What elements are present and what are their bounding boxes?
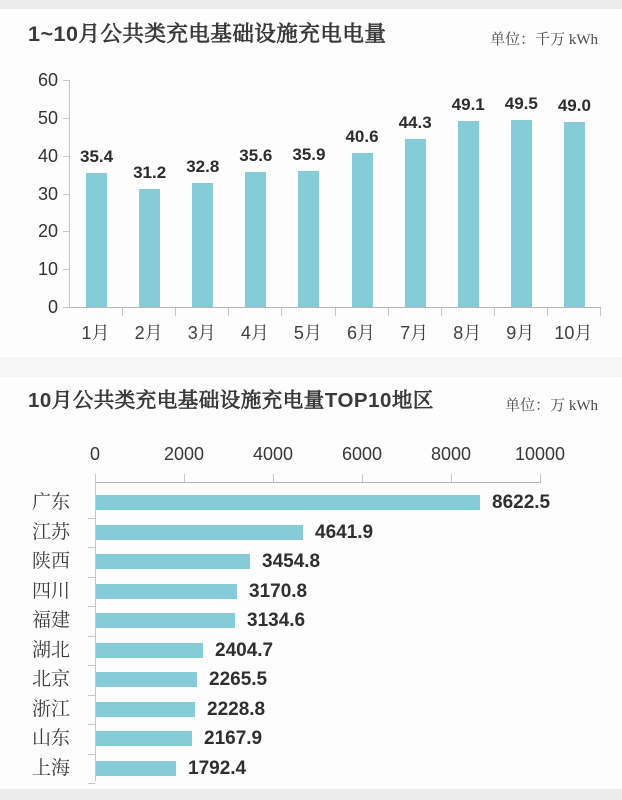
month-bar [511,120,532,307]
region-label: 陕西 [31,551,70,572]
region-row [0,606,622,636]
bar-column [442,95,495,307]
y-tick-label: 60 [37,70,58,90]
region-row [0,577,622,607]
top-edge-strip [0,0,622,9]
region-value-label: 2167.9 [204,728,263,749]
month-label: 2月 [134,323,163,343]
chart1-plot-area [69,80,601,308]
region-row [0,636,622,666]
x-tick-mark [441,308,442,316]
bar-column [282,145,335,307]
month-label: 10月 [554,323,593,343]
region-label: 江苏 [31,521,70,543]
month-bar [139,189,160,307]
region-label: 北京 [31,669,70,690]
region-value-label: 3170.8 [249,580,308,602]
bar-value-label: 49.5 [504,94,538,113]
region-bar [96,672,197,687]
y-tick-label: 50 [37,107,58,128]
bar-value-label: 49.1 [451,95,485,114]
x-tick-label: 4000 [252,444,294,464]
region-bar [96,731,192,746]
x-tick-mark [388,308,389,316]
chart2-bar-rows [0,488,622,783]
region-bar [96,761,176,776]
region-row [0,665,622,695]
region-row [0,488,622,518]
region-value-label: 2265.5 [209,669,268,690]
region-bar [96,702,195,717]
x-tick-mark [273,474,274,482]
month-label: 5月 [293,323,322,343]
bar-column [70,147,123,307]
bar-column [176,157,229,307]
x-tick-mark [540,474,541,482]
chart2-axis-line-horizontal [95,482,541,483]
region-bar [96,643,203,658]
region-row [0,518,622,548]
bar-value-label: 32.8 [186,157,220,176]
region-bar [96,613,235,628]
region-bar [96,584,237,599]
section-divider [0,357,622,377]
month-label: 6月 [347,323,376,343]
y-tick-label: 40 [37,145,58,166]
region-bar [96,495,480,510]
x-tick-mark [95,474,96,482]
month-label: 3月 [187,323,216,343]
month-bar [245,172,266,307]
month-bar [352,153,373,307]
month-label: 1月 [81,323,110,343]
bar-value-label: 35.9 [292,145,326,164]
x-tick-label: 2000 [163,444,205,464]
region-value-label: 1792.4 [188,757,247,779]
month-bar [564,122,585,307]
chart1-title: 1~10月公共类充电基础设施充电电量 [28,22,387,46]
region-bar [96,525,303,540]
x-tick-label: 0 [89,444,100,464]
region-value-label: 3134.6 [247,610,306,631]
x-tick-mark [451,474,452,482]
month-label: 7月 [400,323,429,343]
region-row [0,724,622,754]
bar-column [335,127,388,307]
row-tick-mark [88,783,95,784]
region-value-label: 2228.8 [207,698,266,720]
x-tick-mark [547,308,548,316]
x-tick-mark [122,308,123,316]
x-tick-mark [600,308,601,316]
month-label: 8月 [453,323,482,343]
bottom-edge-strip [0,789,622,800]
region-value-label: 3454.8 [262,551,321,572]
x-tick-mark [281,308,282,316]
month-label: 9月 [506,323,535,343]
bar-column [389,113,442,307]
y-tick-label: 20 [37,221,58,242]
y-tick-label: 10 [37,259,58,280]
bar-value-label: 35.4 [80,147,114,166]
bar-value-label: 44.3 [398,113,432,132]
region-label: 浙江 [31,698,70,720]
x-tick-label: 8000 [430,444,472,464]
y-tick-label: 0 [47,297,58,317]
bar-value-label: 49.0 [557,96,591,115]
region-label: 广东 [31,492,70,513]
bar-column [229,146,282,307]
region-label: 山东 [31,728,70,749]
region-row [0,754,622,784]
bar-value-label: 31.2 [133,163,167,182]
month-label: 4月 [240,323,269,343]
x-tick-mark [494,308,495,316]
chart1-unit-label: 单位：千万 kWh [490,32,598,48]
bar-column [123,163,176,307]
region-row [0,695,622,725]
region-label: 四川 [31,580,70,602]
month-bar [458,121,479,307]
x-tick-mark [228,308,229,316]
chart1-month-labels [69,319,600,345]
y-tick-label: 30 [37,183,58,204]
region-value-label: 4641.9 [315,521,374,543]
month-bar [298,171,319,307]
bar-value-label: 35.6 [239,146,273,165]
bar-column [495,94,548,307]
region-value-label: 2404.7 [215,639,274,661]
x-tick-label: 6000 [341,444,383,464]
region-bar [96,554,250,569]
chart2-unit-label: 单位：万 kWh [505,398,598,414]
x-tick-mark [335,308,336,316]
month-bar [86,173,107,307]
region-label: 湖北 [31,639,70,661]
bar-value-label: 40.6 [345,127,379,146]
x-tick-mark [362,474,363,482]
chart2-title: 10月公共类充电基础设施充电量TOP10地区 [28,389,434,412]
x-tick-mark [184,474,185,482]
bar-column [548,96,601,307]
region-row [0,547,622,577]
month-bar [405,139,426,307]
region-value-label: 8622.5 [492,492,551,513]
region-label: 上海 [31,757,70,779]
x-tick-label: 10000 [514,444,566,464]
x-tick-mark [175,308,176,316]
month-bar [192,183,213,307]
region-label: 福建 [31,610,70,631]
